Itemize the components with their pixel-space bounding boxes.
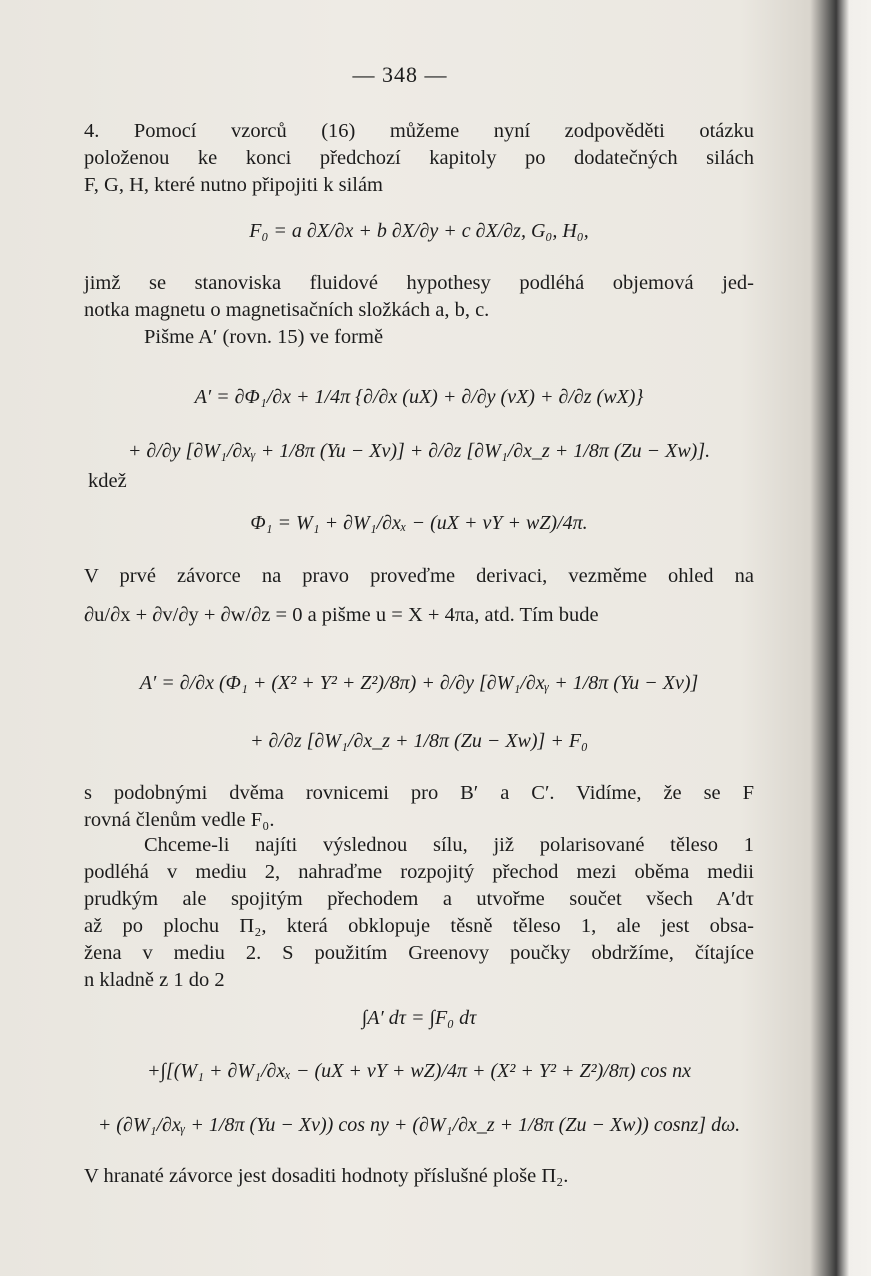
equation-integral: ∫A′ dτ = ∫F₀ dτ xyxy=(361,1007,477,1029)
text-line: 4. Pomocí vzorců (16) můžeme nyní zodpověděti otázku xyxy=(84,120,754,142)
text-line: jimž se stanoviska fluidové hypothesy podléhá objemová jed- xyxy=(84,272,754,294)
text-line: ∂u/∂x + ∂v/∂y + ∂w/∂z = 0 a pišme u = X + 4πa, atd. Tím bude xyxy=(84,604,599,626)
text-line: až po plochu Π₂, která obklopuje těsně těleso 1, ale jest obsa- xyxy=(84,915,754,937)
text-line: podléhá v mediu 2, nahraďme rozpojitý přechod mezi oběma medii xyxy=(84,861,754,883)
word-kdez: kdež xyxy=(88,470,127,492)
text-line: V prvé závorce na pravo proveďme derivaci, vezměme ohled na xyxy=(84,565,754,587)
text-line: položenou ke konci předchozí kapitoly po dodatečných silách xyxy=(84,147,754,169)
paragraph-3 xyxy=(84,324,754,351)
text-line: žena v mediu 2. S použitím Greenovy poučky obdržíme, čítajíce xyxy=(84,942,754,964)
paragraph-2 xyxy=(84,270,754,324)
text-line: Pišme A′ (rovn. 15) ve formě xyxy=(144,326,384,348)
equation-f0: F₀ = a ∂X/∂x + b ∂X/∂y + c ∂X/∂z, G₀, H₀, xyxy=(249,220,589,242)
equation-phi1: Φ₁ = W₁ + ∂W₁/∂xₓ − (uX + vY + wZ)/4π. xyxy=(250,512,588,534)
paragraph-7: V hranaté závorce jest dosaditi hodnoty příslušné ploše Π₂. xyxy=(84,1165,569,1187)
equation-integral-cont-2: + (∂W₁/∂xᵧ + 1/8π (Yu − Xv)) cos ny + (∂W₁/∂x_z + 1/8π (Zu − Xw)) cosnz] dω. xyxy=(97,1114,741,1136)
text-line: s podobnými dvěma rovnicemi pro B′ a C′. Vidíme, že se F xyxy=(84,782,754,804)
equation-a-prime-cont: + ∂/∂y [∂W₁/∂xᵧ + 1/8π (Yu − Xv)] + ∂/∂z [∂W₁/∂x_z + 1/8π (Zu − Xw)]. xyxy=(127,440,711,462)
text-line: F, G, H, které nutno připojiti k silám xyxy=(84,174,384,196)
text-line: n kladně z 1 do 2 xyxy=(84,969,225,991)
text-line: prudkým ale spojitým přechodem a utvořme součet všech A′dτ xyxy=(84,888,754,910)
text-line: Chceme-li najíti výslednou sílu, již polarisované těleso 1 xyxy=(144,834,754,856)
equation-a-prime-2: A′ = ∂/∂x (Φ₁ + (X² + Y² + Z²)/8π) + ∂/∂y [∂W₁/∂xᵧ + 1/8π (Yu − Xv)] xyxy=(139,672,699,694)
page-number: — 348 — xyxy=(352,62,448,87)
text-line: notka magnetu o magnetisačních složkách a, b, c. xyxy=(84,299,490,321)
equation-a-prime: A′ = ∂Φ₁/∂x + 1/4π {∂/∂x (uX) + ∂/∂y (vX) + ∂/∂z (wX)} xyxy=(194,386,644,408)
equation-a-prime-2-cont: + ∂/∂z [∂W₁/∂x_z + 1/8π (Zu − Xw)] + F₀ xyxy=(250,730,588,752)
paragraph-1 xyxy=(84,118,754,199)
paragraph-6 xyxy=(84,832,754,994)
equation-integral-cont-1: +∫[(W₁ + ∂W₁/∂xₓ − (uX + vY + wZ)/4π + (X² + Y² + Z²)/8π) cos nx xyxy=(146,1060,692,1082)
paragraph-4 xyxy=(84,563,754,629)
paragraph-5 xyxy=(84,780,754,834)
text-line: rovná členům vedle F₀. xyxy=(84,809,275,831)
